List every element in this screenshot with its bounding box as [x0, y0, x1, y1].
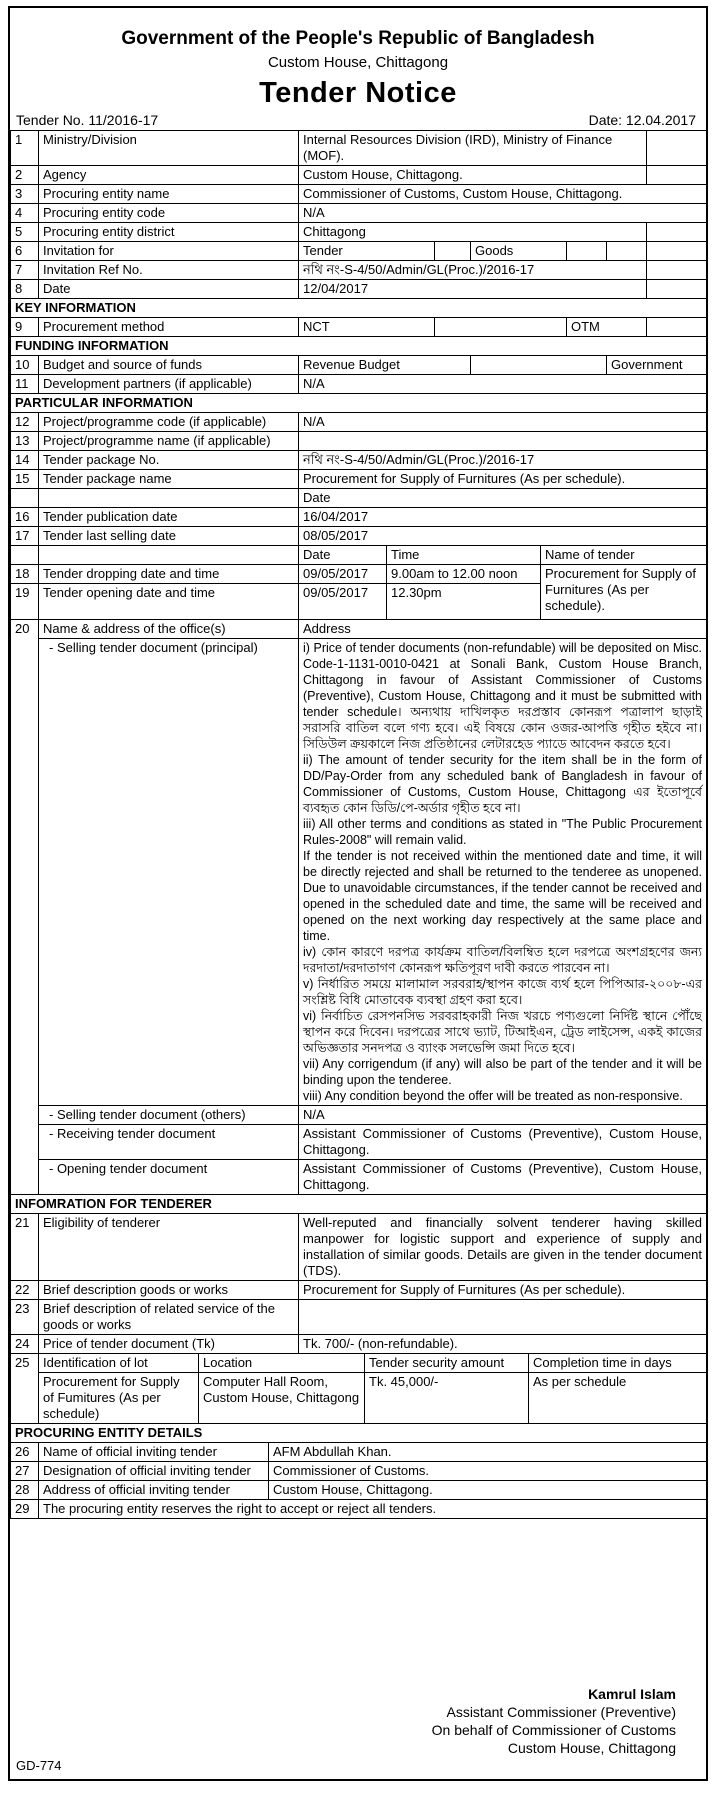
- table-row: [11, 1354, 707, 1373]
- procuring-entity-table: [10, 1423, 707, 1519]
- row-value: Address: [299, 620, 707, 639]
- empty-cell: [647, 131, 707, 166]
- table-row: [11, 413, 707, 432]
- signatory-designation: Assistant Commissioner (Preventive): [446, 1704, 676, 1720]
- row-value: NCT: [299, 318, 435, 337]
- tender-details-table: [10, 130, 707, 546]
- row-number: 6: [11, 242, 39, 261]
- column-heading-location: Location: [199, 1354, 365, 1373]
- schedule-table: [10, 545, 707, 620]
- row-value-secondary: OTM: [567, 318, 647, 337]
- empty-cell: [647, 261, 707, 280]
- row-value: Revenue Budget: [299, 356, 471, 375]
- table-row: [11, 242, 707, 261]
- row-value: Procurement for Supply of Furnitures (As per schedule).: [299, 470, 707, 489]
- row-number: 11: [11, 375, 39, 394]
- section-heading: [11, 1195, 707, 1214]
- lot-table: [10, 1353, 707, 1424]
- row-value: Well-reputed and financially solvent tenderer having skilled manpower for logistic support and experience of supply and installation of similar goods. Details are given in the tender document (TDS).: [299, 1214, 707, 1281]
- empty-cell: [647, 318, 707, 337]
- table-row: [11, 166, 707, 185]
- table-row: [11, 204, 707, 223]
- row-number: 19: [11, 584, 39, 620]
- row-number: 1: [11, 131, 39, 166]
- row-value: N/A: [299, 204, 707, 223]
- row-label: Tender publication date: [39, 508, 299, 527]
- table-row: [11, 639, 707, 1106]
- lot-completion-time: As per schedule: [529, 1373, 707, 1424]
- table-row: [11, 261, 707, 280]
- column-heading-date: Date: [299, 546, 387, 565]
- row-label: Tender opening date and time: [39, 584, 299, 620]
- row-number: 2: [11, 166, 39, 185]
- table-row: [11, 185, 707, 204]
- table-row: [11, 546, 707, 565]
- selling-conditions: [299, 639, 707, 1106]
- row-number: 3: [11, 185, 39, 204]
- row-number: 17: [11, 527, 39, 546]
- column-heading-security: Tender security amount: [365, 1354, 529, 1373]
- row-value: N/A: [299, 375, 707, 394]
- row-label: Brief description of related service of the goods or works: [39, 1300, 299, 1335]
- row-value-secondary: Government: [607, 356, 707, 375]
- empty-cell: [607, 242, 647, 261]
- section-title: KEY INFORMATION: [11, 299, 707, 318]
- row-label: Ministry/Division: [39, 131, 299, 166]
- condition-2: ii) The amount of tender security for the item shall be in the form of DD/Pay-Order from any scheduled bank of Bangladesh in favour of Commissioner of Customs, Custom House, Chittagong এর ইতোপূর্বে ব্যবহৃত কোন ডিডি/পে-অর্ডার গৃহীত হবে না।: [303, 753, 702, 815]
- section-title: PROCURING ENTITY DETAILS: [11, 1424, 707, 1443]
- table-row: [11, 1481, 707, 1500]
- empty-cell: [11, 546, 39, 565]
- column-heading-date: Date: [299, 489, 707, 508]
- row-value: Procurement for Supply of Furnitures (As per schedule).: [299, 1281, 707, 1300]
- row-label: Address of official inviting tender: [39, 1481, 269, 1500]
- row-time: 9.00am to 12.00 noon: [387, 565, 541, 584]
- tender-name: Procurement for Supply of Furnitures (As per schedule).: [541, 565, 707, 620]
- row-label: Tender package name: [39, 470, 299, 489]
- table-row: [11, 489, 707, 508]
- row-date: 09/05/2017: [299, 584, 387, 620]
- condition-7: vii) Any corrigendum (if any) will also be part of the tender and it will be binding upon the tenderee.: [303, 1057, 702, 1087]
- tender-number: Tender No. 11/2016-17: [16, 112, 159, 128]
- section-title: PARTICULAR INFORMATION: [11, 394, 707, 413]
- row-number: 15: [11, 470, 39, 489]
- row-number: 16: [11, 508, 39, 527]
- row-value: Internal Resources Division (IRD), Ministry of Finance (MOF).: [299, 131, 647, 166]
- lot-security-amount: Tk. 45,000/-: [365, 1373, 529, 1424]
- row-label: Price of tender document (Tk): [39, 1335, 299, 1354]
- signatory-behalf: On behalf of Commissioner of Customs: [431, 1722, 676, 1738]
- row-label: Designation of official inviting tender: [39, 1462, 269, 1481]
- tender-notice-document: [8, 6, 708, 1781]
- row-number: 5: [11, 223, 39, 242]
- row-value: Assistant Commissioner of Customs (Preventive), Custom House, Chittagong.: [299, 1160, 707, 1195]
- row-number: 29: [11, 1500, 39, 1519]
- row-value: Tender: [299, 242, 435, 261]
- government-title: Government of the People's Republic of Bangladesh: [121, 28, 595, 49]
- row-number: 26: [11, 1443, 39, 1462]
- signatory-address: Custom House, Chittagong: [507, 1740, 676, 1756]
- office-table: [10, 619, 707, 1354]
- row-number: 8: [11, 280, 39, 299]
- table-row: [11, 565, 707, 584]
- table-row: [11, 527, 707, 546]
- row-label: Brief description goods or works: [39, 1281, 299, 1300]
- table-row: [11, 280, 707, 299]
- section-title: FUNDING INFORMATION: [11, 337, 707, 356]
- row-value: নথি নং-S-4/50/Admin/GL(Proc.)/2016-17: [299, 261, 647, 280]
- row-number: 18: [11, 565, 39, 584]
- empty-cell: [647, 223, 707, 242]
- row-number: 4: [11, 204, 39, 223]
- table-row: [11, 356, 707, 375]
- row-label: Procuring entity name: [39, 185, 299, 204]
- row-label: - Receiving tender document: [39, 1125, 299, 1160]
- table-row: [11, 1106, 707, 1125]
- column-heading-lot: Identification of lot: [39, 1354, 199, 1373]
- column-heading-time: Time: [387, 546, 541, 565]
- notice-title: Tender Notice: [259, 77, 457, 109]
- empty-cell: [647, 242, 707, 261]
- row-label: Tender last selling date: [39, 527, 299, 546]
- lot-location: Computer Hall Room, Custom House, Chittagong: [199, 1373, 365, 1424]
- empty-cell: [647, 280, 707, 299]
- section-heading: [11, 1424, 707, 1443]
- row-number: 23: [11, 1300, 39, 1335]
- notice-date: Date: 12.04.2017: [588, 112, 696, 128]
- table-row: [11, 375, 707, 394]
- row-number: 13: [11, 432, 39, 451]
- row-label: Name & address of the office(s): [39, 620, 299, 639]
- table-row: [11, 1300, 707, 1335]
- row-value: Custom House, Chittagong.: [299, 166, 647, 185]
- empty-cell: [39, 489, 299, 508]
- row-label: Name of official inviting tender: [39, 1443, 269, 1462]
- table-row: [11, 1335, 707, 1354]
- section-heading: [11, 394, 707, 413]
- condition-5: v) নির্ধারিত সময়ে মালামাল সরবরাহ/স্থাপন কাজে ব্যর্থ হলে পিপিআর-২০০৮-এর সংশ্লিষ্ট বিধি মোতাবেক ব্যবস্থা গ্রহণ করা হবে।: [303, 977, 702, 1007]
- empty-cell: [435, 318, 567, 337]
- row-label: Procuring entity code: [39, 204, 299, 223]
- row-number: 22: [11, 1281, 39, 1300]
- row-number: 27: [11, 1462, 39, 1481]
- row-value: AFM Abdullah Khan.: [269, 1443, 707, 1462]
- row-number: 25: [11, 1354, 39, 1424]
- row-value: Chittagong: [299, 223, 647, 242]
- row-value: Custom House, Chittagong.: [269, 1481, 707, 1500]
- row-label: Eligibility of tenderer: [39, 1214, 299, 1281]
- row-label: Budget and source of funds: [39, 356, 299, 375]
- row-value: 16/04/2017: [299, 508, 707, 527]
- table-row: [11, 1443, 707, 1462]
- row-label: Invitation for: [39, 242, 299, 261]
- table-row: [11, 1500, 707, 1519]
- condition-note: If the tender is not received within the mentioned date and time, it will be directly rejected and shall be returned to the tenderee as unopened. Due to unavoidable circumstances, if the tender cannot be received and opened in the scheduled date and time, the same will be received and opened on the next working day respectively at the same place and time.: [303, 849, 702, 943]
- condition-3: iii) All other terms and conditions as stated in "The Public Procurement Rules-2008" will remain valid.: [303, 817, 702, 847]
- notice-header: [10, 28, 706, 110]
- table-row: [11, 223, 707, 242]
- row-value: N/A: [299, 413, 707, 432]
- lot-identification: Procurement for Supply of Fumitures (As per schedule): [39, 1373, 199, 1424]
- row-date: 09/05/2017: [299, 565, 387, 584]
- column-heading-name: Name of tender: [541, 546, 707, 565]
- column-heading-completion: Completion time in days: [529, 1354, 707, 1373]
- table-row: [11, 508, 707, 527]
- row-number: 28: [11, 1481, 39, 1500]
- empty-cell: [435, 242, 471, 261]
- row-number: 24: [11, 1335, 39, 1354]
- row-label: Tender dropping date and time: [39, 565, 299, 584]
- empty-cell: [647, 166, 707, 185]
- row-label: Development partners (if applicable): [39, 375, 299, 394]
- row-number: 10: [11, 356, 39, 375]
- reference-line: [10, 110, 706, 130]
- section-heading: [11, 299, 707, 318]
- row-number: 7: [11, 261, 39, 280]
- document-code: GD-774: [16, 1758, 62, 1773]
- row-label: Project/programme code (if applicable): [39, 413, 299, 432]
- section-title: INFOMRATION FOR TENDERER: [11, 1195, 707, 1214]
- row-value: Commissioner of Customs, Custom House, Chittagong.: [299, 185, 707, 204]
- table-row: [11, 1281, 707, 1300]
- row-label: - Selling tender document (others): [39, 1106, 299, 1125]
- table-row: [11, 1373, 707, 1424]
- table-row: [11, 131, 707, 166]
- row-label: Agency: [39, 166, 299, 185]
- row-value: The procuring entity reserves the right to accept or reject all tenders.: [39, 1500, 707, 1519]
- row-value: [299, 1300, 707, 1335]
- row-value: Assistant Commissioner of Customs (Preventive), Custom House, Chittagong.: [299, 1125, 707, 1160]
- row-time: 12.30pm: [387, 584, 541, 620]
- empty-cell: [39, 546, 299, 565]
- signature-block: [10, 1675, 706, 1779]
- row-label: Date: [39, 280, 299, 299]
- row-number: 9: [11, 318, 39, 337]
- signatory: [432, 1685, 676, 1757]
- table-row: [11, 620, 707, 639]
- row-label: - Selling tender document (principal): [39, 639, 299, 1106]
- table-row: [11, 1214, 707, 1281]
- empty-cell: [11, 489, 39, 508]
- table-row: [11, 318, 707, 337]
- section-heading: [11, 337, 707, 356]
- row-value: Commissioner of Customs.: [269, 1462, 707, 1481]
- table-row: [11, 1462, 707, 1481]
- condition-6: vi) নির্বাচিত রেসপনসিভ সরবরাহকারী নিজ খরচে পণ্যগুলো নির্দিষ্ট স্থানে পৌঁছে স্থাপন করে দিবেন। দরপত্রের সাথে ভ্যাট, টিআইএন, ট্রেড লাইসেন্স, একই কাজের অভিজ্ঞতার সনদপত্র ও ব্যাংক সলভেন্সি জমা দিতে হবে।: [303, 1009, 702, 1055]
- condition-4: iv) কোন কারণে দরপত্র কার্যক্রম বাতিল/বিলম্বিত হলে দরপত্রে অংশগ্রহণের জন্য দরদাতা/দরদাতাগণ কোনরূপ ক্ষতিপূরণ দাবী করতে পারবেন না।: [303, 945, 702, 975]
- row-label: Procuring entity district: [39, 223, 299, 242]
- row-label: - Opening tender document: [39, 1160, 299, 1195]
- row-value: নথি নং-S-4/50/Admin/GL(Proc.)/2016-17: [299, 451, 707, 470]
- office-name: Custom House, Chittagong: [267, 54, 449, 71]
- condition-1: i) Price of tender documents (non-refundable) will be deposited on Misc. Code-1-1131-0010-0421 at Sonali Bank, Custom House Branch, Chittagong in favour of Assistant Commissioner of Customs (Preventive), Custom House, Chittagong and it must be submitted with tender schedule। অন্যথায় দাখিলকৃত দরপ্রস্তাব কোনরূপ পত্রালাপ ছাড়াই সরাসরি বাতিল বলে গণ্য হবে। এই বিষয়ে কোন ওজর-আপত্তি গৃহীত হইবে না। সিডিউল ক্রয়কালে নিজ প্রতিষ্ঠানের লেটারহেড প্যাডে আবেদন করতে হবে।: [303, 641, 702, 751]
- empty-cell: [567, 242, 607, 261]
- row-number: 12: [11, 413, 39, 432]
- row-label: Invitation Ref No.: [39, 261, 299, 280]
- table-row: [11, 1160, 707, 1195]
- row-number: 20: [11, 620, 39, 1195]
- condition-8: viii) Any condition beyond the offer will be treated as non-responsive.: [303, 1089, 683, 1103]
- row-value: 08/05/2017: [299, 527, 707, 546]
- row-number: 21: [11, 1214, 39, 1281]
- empty-cell: [471, 356, 607, 375]
- row-value-secondary: Goods: [471, 242, 567, 261]
- row-label: Project/programme name (if applicable): [39, 432, 299, 451]
- row-value: 12/04/2017: [299, 280, 647, 299]
- table-row: [11, 1125, 707, 1160]
- row-value: Tk. 700/- (non-refundable).: [299, 1335, 707, 1354]
- row-label: Tender package No.: [39, 451, 299, 470]
- row-label: Procurement method: [39, 318, 299, 337]
- row-value: [299, 432, 707, 451]
- table-row: [11, 432, 707, 451]
- table-row: [11, 470, 707, 489]
- signatory-name: Kamrul Islam: [588, 1686, 676, 1702]
- row-number: 14: [11, 451, 39, 470]
- table-row: [11, 451, 707, 470]
- row-value: N/A: [299, 1106, 707, 1125]
